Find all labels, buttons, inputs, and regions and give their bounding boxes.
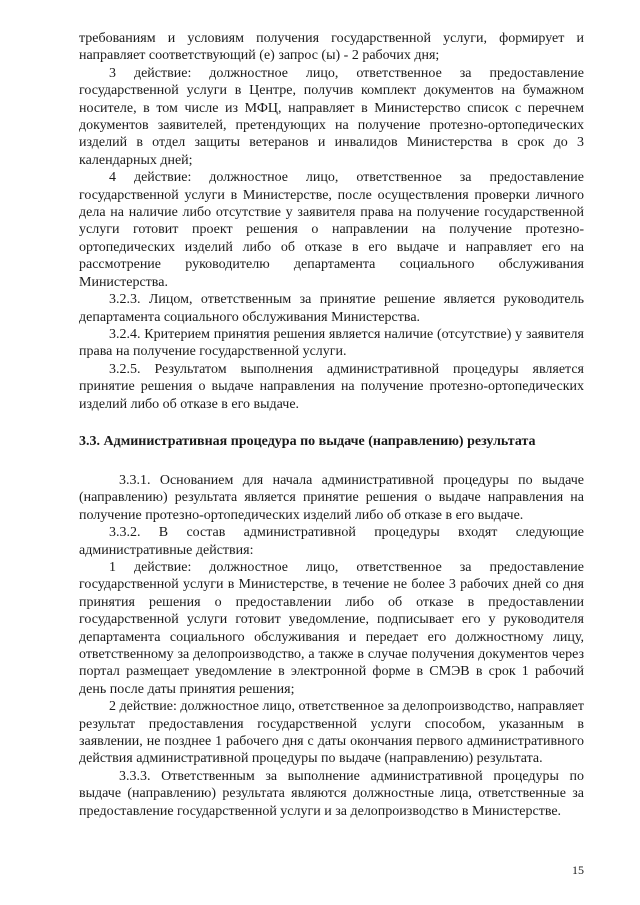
paragraph-action-3: 3 действие: должностное лицо, ответственное за предоставление государственной услуги в Центре, получив комплект документов на бумажном носителе, в том числе из МФЦ, направляет в Министерство список с перечнем документов заявителей, претендующих на получение протезно-ортопедических изделий в отдел защиты ветеранов и инвалидов Министерства в срок до 3 календарных дней;	[79, 65, 584, 168]
paragraph-3-2-3: 3.2.3. Лицом, ответственным за принятие решение является руководитель департамента социального обслуживания Министерства.	[79, 292, 584, 325]
paragraph-3-3-2: 3.3.2. В состав административной процедуры входят следующие административные действия:	[79, 525, 584, 558]
paragraph-3-3-3: 3.3.3. Ответственным за выполнение административной процедуры по выдаче (направлению) результата являются должностные лица, ответственные за предоставление государственной услуги и за делопроизводство в Министерстве.	[79, 768, 584, 819]
section-heading: 3.3. Административная процедура по выдаче (направлению) результата	[79, 433, 536, 449]
paragraph-action-1: 1 действие: должностное лицо, ответственное за предоставление государственной услуги в Министерстве, в течение не более 3 рабочих дней со дня принятия решения о предоставлении либо об отказе в предоставлении государственной услуги готовит уведомление, подписывает его у руководителя департамента социального обслуживания и передает его должностному лицу, ответственному за делопроизводство, а также в случае получения документов через портал размещает уведомление в электронной форме в СМЭВ в срок 1 рабочий день после даты принятия решения;	[79, 559, 584, 697]
paragraph-3-3-1: 3.3.1. Основанием для начала административной процедуры по выдаче (направлению) результата является принятие решения о выдаче направления на получение протезно-ортопедических изделий либо об отказе в его выдаче.	[79, 472, 584, 523]
paragraph-continuation: требованиям и условиям получения государственной услуги, формирует и направляет соответствующий (е) запрос (ы) - 2 рабочих дня;	[79, 31, 584, 64]
paragraph-3-2-4: 3.2.4. Критерием принятия решения является наличие (отсутствие) у заявителя права на получение государственной услуги.	[79, 326, 584, 360]
paragraph-action-4: 4 действие: должностное лицо, ответственное за предоставление государственной услуги в Министерстве, после осуществления проверки личного дела на наличие либо отсутствие у заявителя права на получение государственной услуги готовит проект решения о направлении на получение протезно-ортопедических изделий либо об отказе в его выдаче и направляет его на рассмотрение руководителю департамента социального обслуживания Министерства.	[79, 170, 584, 290]
paragraph-3-2-5: 3.2.5. Результатом выполнения административной процедуры является принятие решения о выдаче направления на получение протезно-ортопедических изделий либо об отказе в его выдаче.	[79, 361, 584, 412]
paragraph-action-2: 2 действие: должностное лицо, ответственное за делопроизводство, направляет результат предоставления государственной услуги способом, указанным в заявлении, не позднее 1 рабочего дня с даты окончания первого административного действия административной процедуры по выдаче (направлению) результата.	[79, 699, 584, 767]
page-number: 15	[572, 862, 584, 877]
